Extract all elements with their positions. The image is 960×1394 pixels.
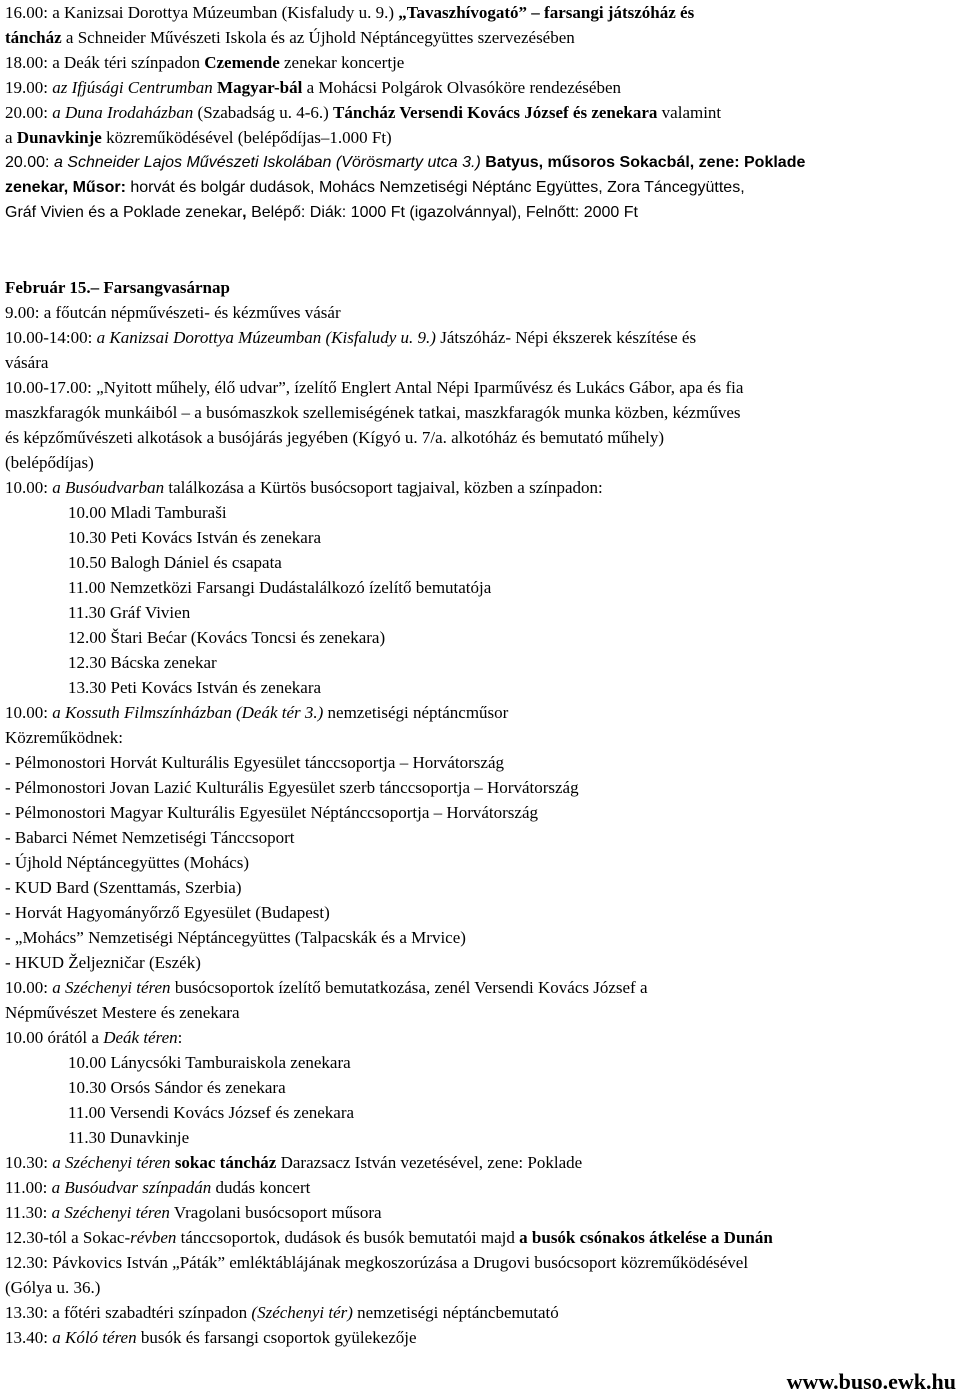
text-line xyxy=(5,1050,955,1075)
text-segment: 10.00: xyxy=(5,478,53,497)
text-line xyxy=(5,1225,955,1250)
text-segment: 12.30: Pávkovics István „Páták” emléktáblájának megkoszorúzása a Drugovi busócsoport közreműködésével xyxy=(5,1253,749,1272)
text-segment: Belépő: Diák: 1000 Ft (igazolvánnyal), Felnőtt: 2000 Ft xyxy=(246,204,638,221)
text-segment: „Tavaszhívogató” – farsangi játszóház és xyxy=(398,3,695,22)
text-segment: - HKUD Željezničar (Eszék) xyxy=(5,953,201,972)
text-line xyxy=(5,375,955,400)
text-segment: 16.00: a Kanizsai Dorottya Múzeumban (Kisfaludy u. 9.) xyxy=(5,3,399,22)
text-segment: 13.40: xyxy=(5,1328,53,1347)
text-segment: sokac táncház xyxy=(174,1153,277,1172)
text-segment: a Busóudvar színpadán xyxy=(51,1178,212,1197)
text-segment: valamint xyxy=(657,103,722,122)
text-segment: találkozása a Kürtös busócsoport tagjaival, közben a színpadon: xyxy=(164,478,603,497)
program-block-sunday xyxy=(5,275,955,1350)
text-segment: zenekar, Műsor: xyxy=(5,179,126,196)
text-segment: 13.30 Peti Kovács István és zenekara xyxy=(68,678,322,697)
text-segment: vására xyxy=(5,353,49,372)
text-segment: a Busóudvarban xyxy=(52,478,165,497)
text-line xyxy=(5,1100,955,1125)
text-segment: 12.30-tól a Sokac- xyxy=(5,1228,131,1247)
text-line xyxy=(5,1325,955,1350)
text-segment: 11.00 Nemzetközi Farsangi Dudástalálkozó ízelítő bemutatója xyxy=(68,578,492,597)
text-line xyxy=(5,725,955,750)
text-segment: a Kóló téren xyxy=(52,1328,137,1347)
text-line xyxy=(5,875,955,900)
text-segment: 11.00: xyxy=(5,1178,52,1197)
text-segment: közreműködésével (belépődíjas–1.000 Ft) xyxy=(101,128,392,147)
text-segment: 11.30 Dunavkinje xyxy=(68,1128,190,1147)
text-segment: 10.00 órától a xyxy=(5,1028,104,1047)
text-segment: 10.30 Orsós Sándor és zenekara xyxy=(68,1078,286,1097)
text-line xyxy=(5,850,955,875)
text-segment: 10.30: xyxy=(5,1153,53,1172)
text-line xyxy=(5,1025,955,1050)
text-line xyxy=(5,425,955,450)
text-segment: 12.30 Bácska zenekar xyxy=(68,653,217,672)
text-line xyxy=(5,1075,955,1100)
text-segment: , xyxy=(242,204,247,221)
text-line xyxy=(5,1275,955,1300)
text-segment: Február 15.– Farsangvasárnap xyxy=(5,278,230,297)
text-line xyxy=(5,600,955,625)
text-segment: és képzőművészeti alkotások a busójárás jegyében (Kígyó u. 7/a. alkotóház és bemutató műhely) xyxy=(5,428,665,447)
text-segment: dudás koncert xyxy=(211,1178,311,1197)
text-line xyxy=(5,1125,955,1150)
text-segment: - Babarci Német Nemzetiségi Tánccsoport xyxy=(5,828,295,847)
text-segment: tánccsoportok, dudások és busók bemutatói majd xyxy=(176,1228,520,1247)
text-segment: a Kossuth Filmszínházban (Deák tér 3.) xyxy=(52,703,324,722)
text-segment: 10.00-17.00: „Nyitott műhely, élő udvar”, ízelítő Englert Antal Népi Iparművész és Lukács Gábor, apa és fia xyxy=(5,378,744,397)
text-segment: - KUD Bard (Szenttamás, Szerbia) xyxy=(5,878,242,897)
text-line xyxy=(5,950,955,975)
text-segment: 19.00: xyxy=(5,78,53,97)
text-segment: - „Mohács” Nemzetiségi Néptáncegyüttes (Talpacskák és a Mrvice) xyxy=(5,928,466,947)
text-segment: Táncház Versendi Kovács József és zenekara xyxy=(333,103,658,122)
text-line xyxy=(5,75,955,100)
text-line xyxy=(5,1000,955,1025)
text-segment: 10.00: xyxy=(5,703,53,722)
text-line xyxy=(5,550,955,575)
text-line xyxy=(5,275,955,300)
text-segment: 10.00-14:00: xyxy=(5,328,97,347)
text-line xyxy=(5,325,955,350)
text-line xyxy=(5,50,955,75)
text-segment: Gráf Vivien és a Poklade zenekar xyxy=(5,204,243,221)
text-segment: Batyus, műsoros Sokacbál, zene: Poklade xyxy=(480,154,806,171)
text-line xyxy=(5,750,955,775)
text-segment: 9.00: a főutcán népművészeti- és kézműves vásár xyxy=(5,303,341,322)
text-segment: 10.00: xyxy=(5,978,53,997)
text-segment: Darazsacz István vezetésével, zene: Poklade xyxy=(276,1153,583,1172)
text-line xyxy=(5,775,955,800)
text-line xyxy=(5,500,955,525)
text-segment: Magyar-bál xyxy=(217,78,303,97)
text-segment: : xyxy=(177,1028,183,1047)
text-line xyxy=(5,150,955,175)
text-line xyxy=(5,175,955,200)
text-segment: Dunavkinje xyxy=(16,128,102,147)
text-segment: 11.30 Gráf Vivien xyxy=(68,603,191,622)
text-line xyxy=(5,900,955,925)
text-segment: 11.00 Versendi Kovács József és zenekara xyxy=(68,1103,355,1122)
text-segment: horvát és bolgár dudások, Mohács Nemzetiségi Néptánc Együttes, Zora Táncegyüttes, xyxy=(125,179,745,196)
text-line xyxy=(5,625,955,650)
text-segment: - Pélmonostori Horvát Kulturális Egyesület tánccsoportja – Horvátország xyxy=(5,753,505,772)
text-segment: a Schneider Lajos Művészeti Iskolában (Vörösmarty utca 3.) xyxy=(53,154,481,171)
text-line xyxy=(5,975,955,1000)
text-line xyxy=(5,0,955,25)
text-segment: a Széchenyi téren xyxy=(52,978,171,997)
text-line xyxy=(5,1200,955,1225)
text-segment: Játszóház- Népi ékszerek készítése és xyxy=(435,328,697,347)
text-segment: Népművészet Mestere és zenekara xyxy=(5,1003,240,1022)
text-segment: Deák téren xyxy=(103,1028,178,1047)
document-page xyxy=(5,0,955,1350)
text-line xyxy=(5,1150,955,1175)
text-segment: - Pélmonostori Jovan Lazić Kulturális Egyesület szerb tánccsoportja – Horvátország xyxy=(5,778,579,797)
text-segment: a Mohácsi Polgárok Olvasóköre rendezésében xyxy=(302,78,622,97)
text-segment: - Pélmonostori Magyar Kulturális Egyesület Néptánccsoportja – Horvátország xyxy=(5,803,539,822)
text-line xyxy=(5,575,955,600)
text-line xyxy=(5,300,955,325)
website-footer: www.buso.ewk.hu xyxy=(786,1369,956,1394)
text-segment: 10.30 Peti Kovács István és zenekara xyxy=(68,528,322,547)
text-segment: 13.30: a főtéri szabadtéri színpadon xyxy=(5,1303,252,1322)
text-line xyxy=(5,650,955,675)
text-line xyxy=(5,450,955,475)
text-segment: a Schneider Művészeti Iskola és az Újhold Néptáncegyüttes szervezésében xyxy=(61,28,575,47)
text-segment: (belépődíjas) xyxy=(5,453,94,472)
text-line xyxy=(5,700,955,725)
text-line xyxy=(5,925,955,950)
text-segment: révben xyxy=(130,1228,177,1247)
text-segment: a xyxy=(5,128,17,147)
text-segment: - Újhold Néptáncegyüttes (Mohács) xyxy=(5,853,250,872)
text-line xyxy=(5,125,955,150)
text-segment: 12.00 Štari Bećar (Kovács Toncsi és zenekara) xyxy=(68,628,386,647)
text-segment: a Kanizsai Dorottya Múzeumban (Kisfaludy u. 9.) xyxy=(96,328,436,347)
text-line xyxy=(5,525,955,550)
program-block-saturday xyxy=(5,0,955,225)
text-segment: a busók csónakos átkelése a Dunán xyxy=(519,1228,773,1247)
text-segment: 20.00: xyxy=(5,103,53,122)
text-segment: (Széchenyi tér) xyxy=(251,1303,353,1322)
text-segment: 11.30: xyxy=(5,1203,52,1222)
text-line xyxy=(5,200,955,225)
text-segment: busócsoportok ízelítő bemutatkozása, zenél Versendi Kovács József a xyxy=(170,978,648,997)
text-line xyxy=(5,25,955,50)
text-segment: zenekar koncertje xyxy=(279,53,405,72)
text-line xyxy=(5,675,955,700)
section-gap xyxy=(5,225,955,275)
text-line xyxy=(5,1250,955,1275)
text-segment: Czemende xyxy=(204,53,280,72)
text-segment: 10.00 Mladi Tamburaši xyxy=(68,503,227,522)
text-line xyxy=(5,1300,955,1325)
text-segment: nemzetiségi néptáncbemutató xyxy=(352,1303,559,1322)
text-segment: a Széchenyi téren xyxy=(52,1153,171,1172)
text-segment: a Széchenyi téren xyxy=(51,1203,170,1222)
text-segment: az Ifjúsági Centrumban xyxy=(52,78,218,97)
text-segment: 10.50 Balogh Dániel és csapata xyxy=(68,553,282,572)
text-segment: a Duna Irodaházban xyxy=(52,103,194,122)
text-segment: 10.00 Lánycsóki Tamburaiskola zenekara xyxy=(68,1053,351,1072)
text-line xyxy=(5,475,955,500)
text-segment: (Szabadság u. 4-6.) xyxy=(193,103,334,122)
text-line xyxy=(5,400,955,425)
text-segment: 20.00: xyxy=(5,154,54,171)
text-segment: (Gólya u. 36.) xyxy=(5,1278,101,1297)
text-segment: maszkfaragók munkáiból – a busómaszkok szellemiségének tatkai, maszkfaragók munka közben, kézműves xyxy=(5,403,741,422)
text-line xyxy=(5,825,955,850)
text-line xyxy=(5,800,955,825)
text-segment: táncház xyxy=(5,28,62,47)
text-line xyxy=(5,1175,955,1200)
text-segment: busók és farsangi csoportok gyülekezője xyxy=(136,1328,417,1347)
text-segment: nemzetiségi néptáncműsor xyxy=(323,703,509,722)
text-segment: 18.00: a Deák téri színpadon xyxy=(5,53,205,72)
text-segment: - Horvát Hagyományőrző Egyesület (Budapest) xyxy=(5,903,330,922)
text-line xyxy=(5,350,955,375)
text-segment: Közreműködnek: xyxy=(5,728,124,747)
text-line xyxy=(5,100,955,125)
text-segment: Vragolani busócsoport műsora xyxy=(169,1203,382,1222)
